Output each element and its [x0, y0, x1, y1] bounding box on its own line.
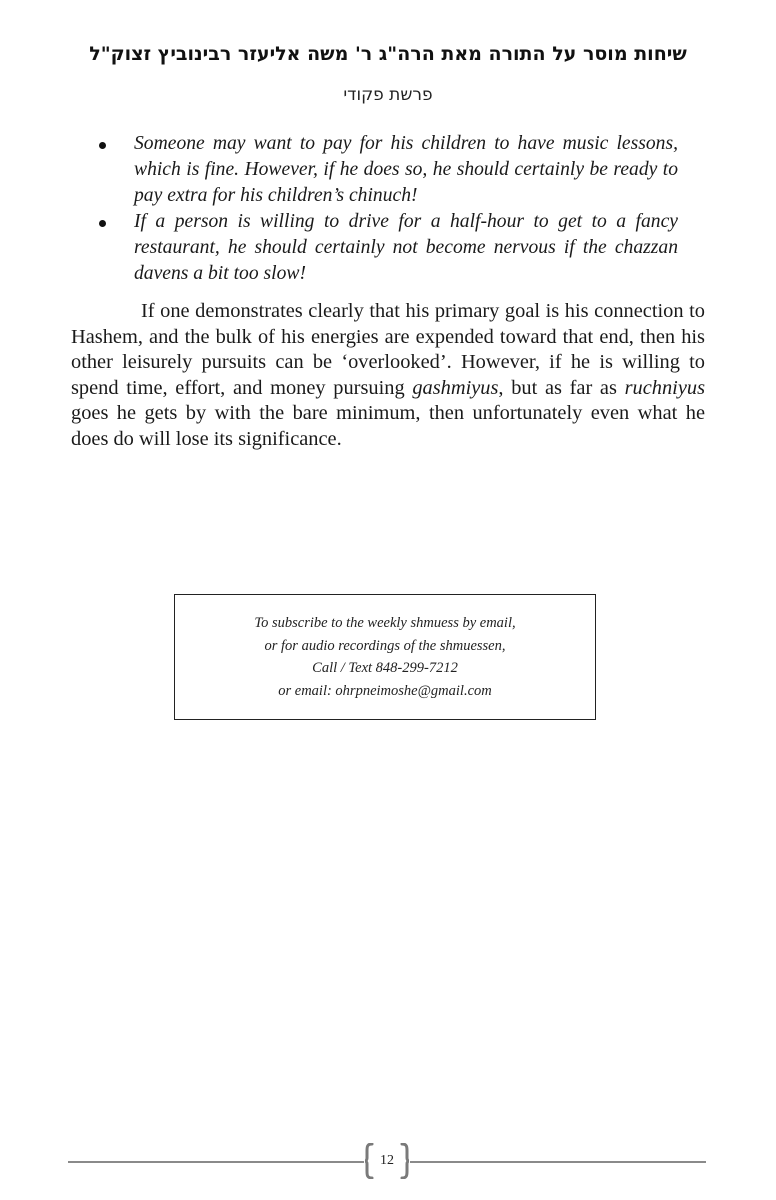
- footer-rule-left: [68, 1161, 364, 1163]
- subscribe-info-box: [174, 594, 596, 720]
- subscribe-phone-line: Call / Text 848-299-7212: [312, 660, 458, 676]
- subscribe-line: To subscribe to the weekly shmuess by email,: [254, 615, 516, 631]
- bullet-item: [96, 209, 678, 287]
- subscribe-email-line: or email: ohrpneimoshe@gmail.com: [278, 682, 492, 699]
- body-text-part: If one demonstrates clearly that his primary goal is his connection to Hashem, and the bulk of his energies are expended toward that end, then his other leisurely pursuits can be ‘overlooked’. However, if he is willing to spend time, effort, and money pursuing: [71, 300, 705, 399]
- bullet-text: If a person is willing to drive for a half-hour to get to a fancy restaurant, he should certainly not become nervous if the chazzan davens a bit too slow!: [134, 211, 678, 284]
- bullet-item: [96, 131, 678, 209]
- left-brace-icon: [364, 1143, 374, 1179]
- running-header-title: שיחות מוסר על התורה מאת הרה"ג ר' משה אליעזר רבינוביץ זצוק"ל: [89, 43, 687, 65]
- bullet-icon: [99, 220, 106, 227]
- bullet-icon: [99, 142, 106, 149]
- term-ruchniyus: ruchniyus: [624, 376, 706, 399]
- subscribe-line: or for audio recordings of the shmuessen,: [264, 637, 506, 654]
- footer-rule-right: [410, 1161, 706, 1163]
- bullet-list: [96, 131, 678, 287]
- right-brace-icon: [400, 1143, 410, 1179]
- page-footer: [68, 1140, 706, 1184]
- body-text-part: , but as far as: [498, 376, 625, 399]
- body-paragraph: [71, 299, 705, 452]
- body-text-part: goes he gets by with the bare minimum, then unfortunately even what he does do will lose its significance.: [71, 402, 705, 450]
- bullet-text: Someone may want to pay for his children to have music lessons, which is fine. However, if he does so, he should certainly be ready to pay extra for his children’s chinuch!: [134, 133, 678, 206]
- running-header-parsha: פרשת פקודי: [343, 85, 433, 105]
- page-number: 12: [380, 1153, 394, 1168]
- term-gashmiyus: gashmiyus: [412, 376, 499, 399]
